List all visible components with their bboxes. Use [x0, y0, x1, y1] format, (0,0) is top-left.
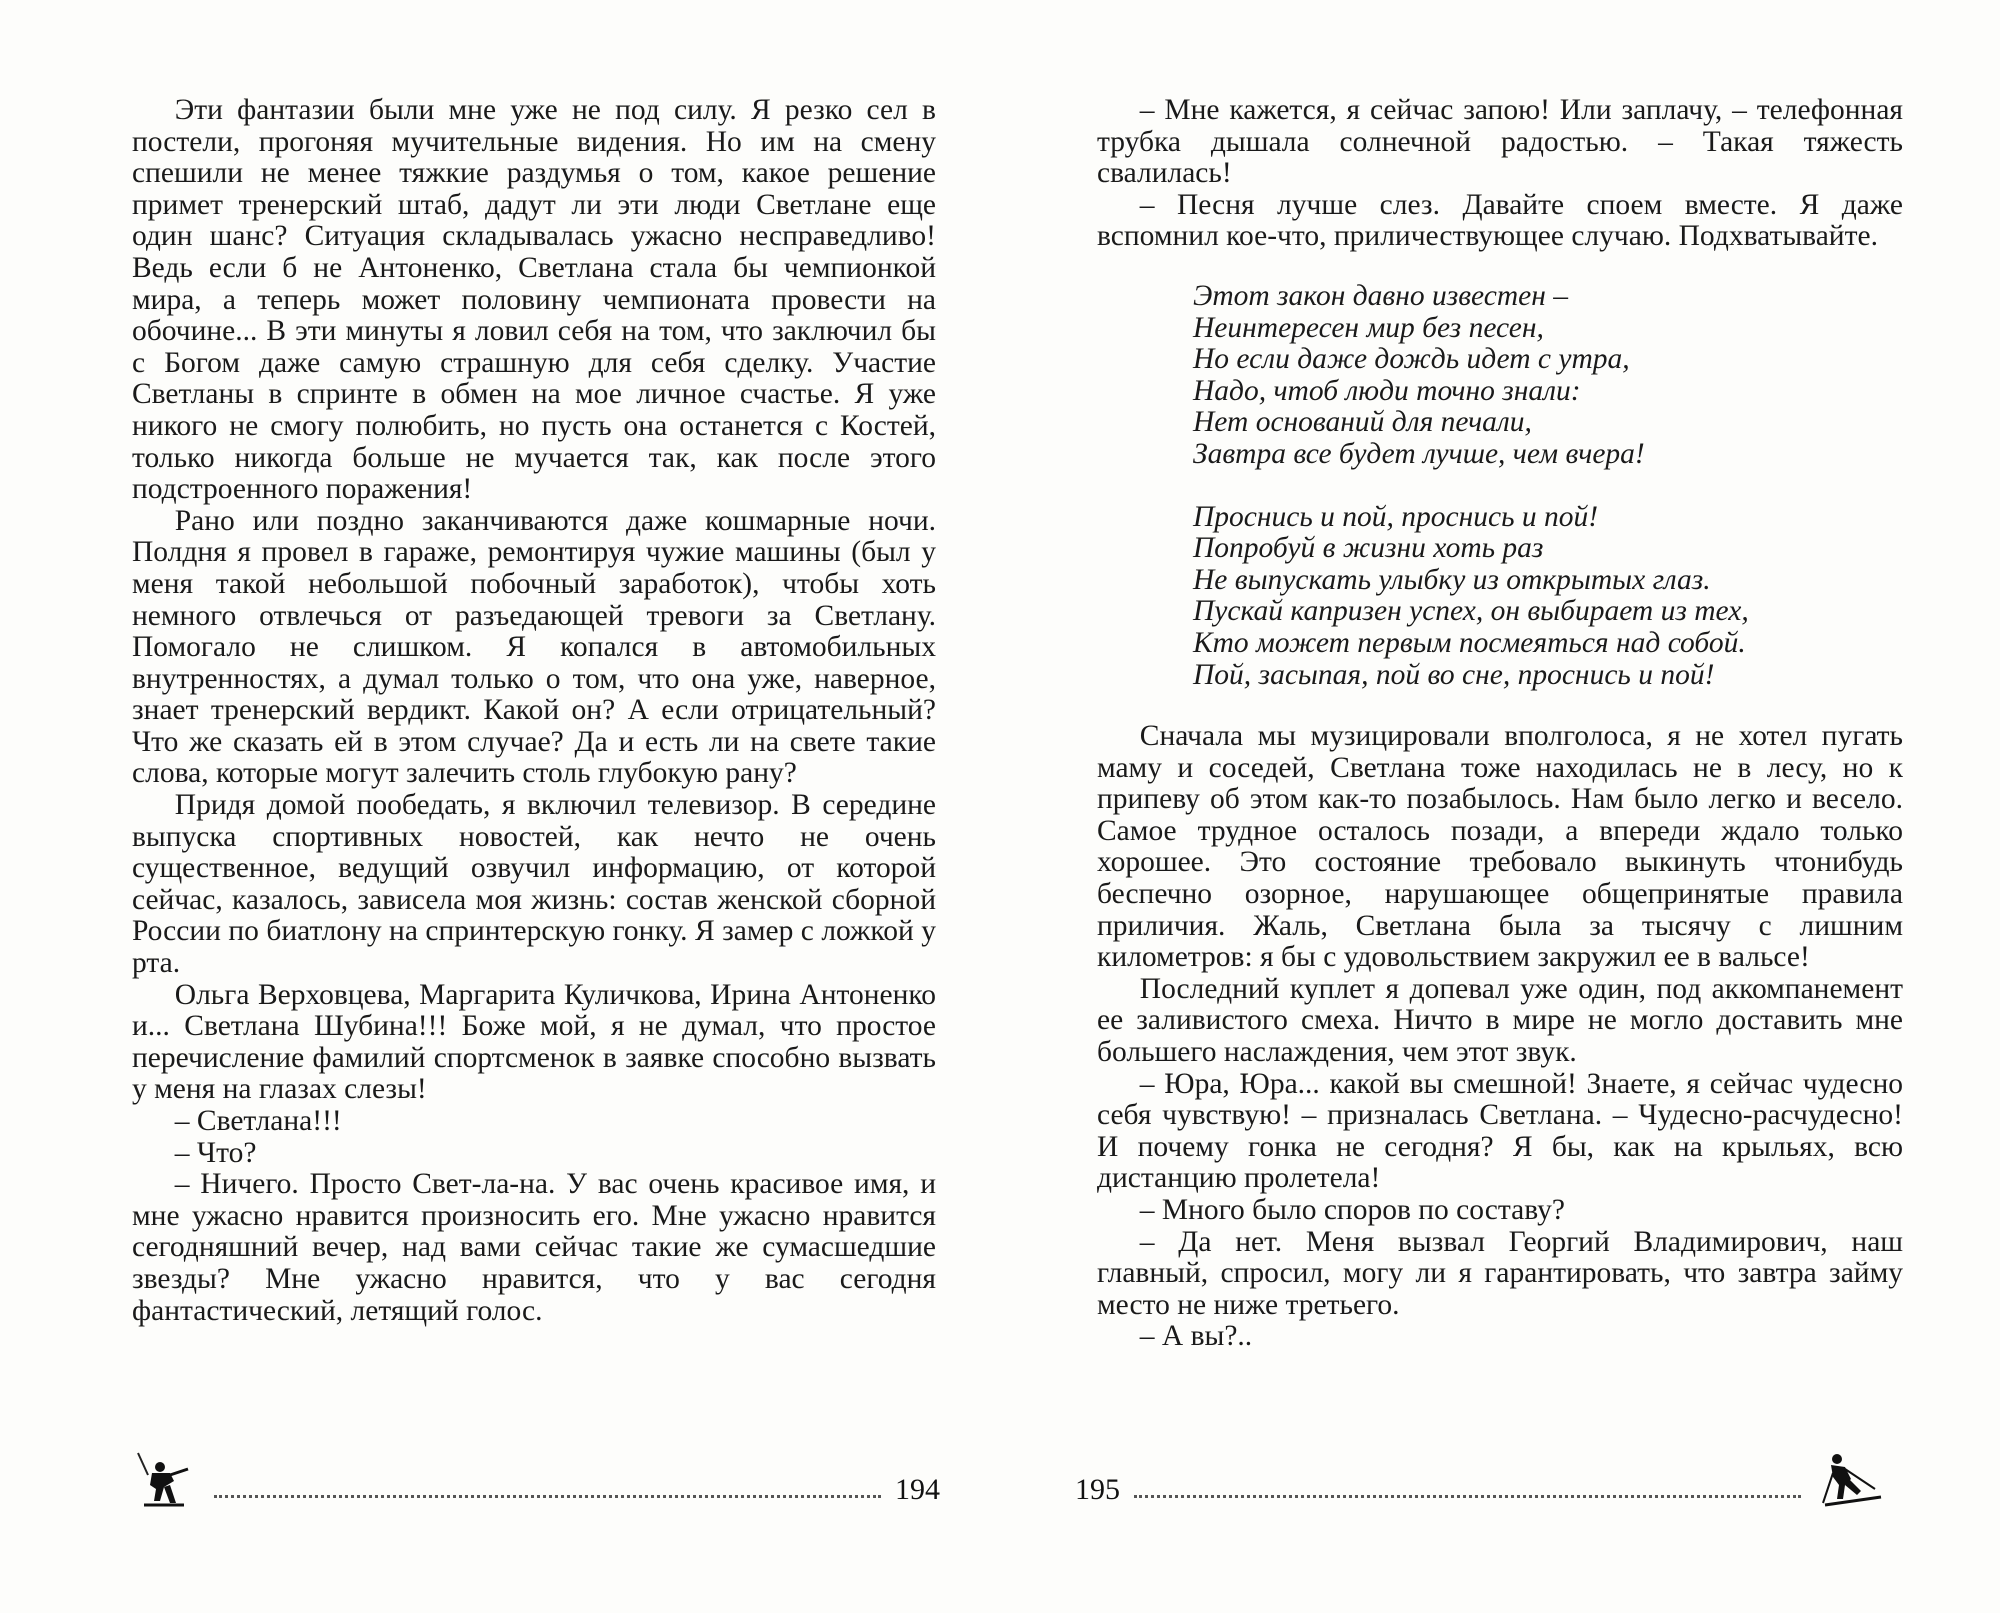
right-page-footer	[1075, 1470, 1885, 1510]
dialogue-line: – Песня лучше слез. Давайте споем вместе. Я даже вспомнил кое-что, приличествующее случаю. Подхватывайте.	[1097, 188, 1903, 253]
verse-line: Надо, чтоб люди точно знали:	[1193, 374, 1581, 407]
stanza-gap	[1193, 471, 1903, 502]
dialogue-line: – Светлана!!!	[174, 1105, 342, 1137]
paragraph: Последний куплет я допевал уже один, под аккомпанемент ее заливистого смеха. Ничто в мире не могло доставить мне большего наслаждения, чем этот звук.	[1097, 972, 1903, 1069]
verse-line: Пускай капризен успех, он выбирает из тех,	[1193, 595, 1749, 628]
footer-dot-leader	[214, 1495, 881, 1498]
dialogue-line: – Мне кажется, я сейчас запою! Или заплачу, – телефонная трубка дышала солнечной радостью. – Такая тяжесть свалилась!	[1097, 94, 1903, 190]
footer-dot-leader	[1134, 1495, 1801, 1498]
paragraph: Сначала мы музицировали вполголоса, я не хотел пугать маму и соседей, Светлана тоже находилась не в лесу, но к припеву об этом как-то позабылось. Нам было легко и весело. Самое трудное осталось позади, а впереди ждало только хорошее. Это состояние требовало выкинуть чтонибудь беспечно озорное, нарушающее общепринятые правила приличия. Жаль, Светлана была за тысячу с лишним километров: я бы с удовольствием закружил ее в вальсе!	[1097, 720, 1903, 974]
dialogue-line: – А вы?..	[1139, 1320, 1253, 1353]
song-verse	[1193, 281, 1903, 691]
left-page-footer	[130, 1470, 940, 1510]
verse-line: Кто может первым посмеяться над собой.	[1193, 626, 1746, 659]
paragraph: Эти фантазии были мне уже не под силу. Я резко сел в постели, прогоняя мучительные видения. Но им на смену спешили не менее тяжкие раздумья о том, какое решение примет тренерский штаб, дадут ли эти люди Светлане еще один шанс? Ситуация складывалась ужасно несправедливо! Ведь если б не Антоненко, Светлана стала бы чемпионкой мира, а теперь может половину чемпионата провести на обочине... В эти минуты я ловил себя на том, что заключил бы с Богом даже самую страшную для себя сделку. Участие Светланы в спринте в обмен на мое личное счастье. Я уже никого не смогу полюбить, но пусть она останется с Костей, только никогда больше не мучается так, как после этого подстроенного поражения!	[132, 94, 936, 506]
dialogue-line: – Много было споров по составу?	[1139, 1194, 1565, 1226]
page-number: 195	[1075, 1473, 1120, 1506]
skier-icon	[1815, 1445, 1885, 1515]
right-page	[1097, 95, 1903, 1353]
verse-line: Не выпускать улыбку из открытых глаз.	[1193, 563, 1711, 596]
dialogue-line: – Ничего. Просто Свет-ла-на. У вас очень красивое имя, и мне ужасно нравится произносить его. Мне ужасно нравится сегодняшний вечер, над вами сейчас такие же сумасшедшие звезды? Мне ужасно нравится, что у вас сегодня фантастический, летящий голос.	[132, 1168, 936, 1327]
paragraph: Рано или поздно заканчиваются даже кошмарные ночи. Полдня я провел в гараже, ремонтируя чужие машины (был у меня такой небольшой побочный заработок), чтобы хоть немного отвлечься от разъедающей тревоги за Светлану. Помогало не слишком. Я копался в автомобильных внутренностях, а думал только о том, что она уже, наверное, знает тренерский вердикт. Какой он? А если отрицательный? Что же сказать ей в этом случае? Да и есть ли на свете такие слова, которые могут залечить столь глубокую рану?	[132, 504, 936, 790]
dialogue-line: – Что?	[174, 1136, 257, 1169]
left-page	[132, 95, 936, 1327]
dialogue-line: – Да нет. Меня вызвал Георгий Владимирович, наш главный, спросил, могу ли я гарантировать, что завтра займу место не ниже третьего.	[1097, 1225, 1903, 1321]
paragraph: Ольга Верховцева, Маргарита Куличкова, Ирина Антоненко и... Светлана Шубина!!! Боже мой, я не думал, что простое перечисление фамилий спортсменок в заявке способно вызвать у меня на глазах слезы!	[132, 978, 936, 1106]
verse-line: Проснись и пой, проснись и пой!	[1193, 500, 1599, 533]
verse-line: Неинтересен мир без песен,	[1193, 311, 1544, 344]
page-number: 194	[895, 1473, 940, 1506]
verse-line: Нет оснований для печали,	[1193, 406, 1532, 439]
paragraph: Придя домой пообедать, я включил телевизор. В середине выпуска спортивных новостей, как нечто не очень существенное, ведущий озвучил информацию, от которой сейчас, казалось, зависела моя жизнь: состав женской сборной России по биатлону на спринтерскую гонку. Я замер с ложкой у рта.	[132, 789, 936, 980]
verse-line: Но если даже дождь идет с утра,	[1193, 343, 1630, 376]
verse-line: Этот закон давно известен –	[1193, 279, 1569, 312]
dialogue-line: – Юра, Юра... какой вы смешной! Знаете, я сейчас чудесно себя чувствую! – призналась Светлана. – Чудесно-расчудесно! И почему гонка не сегодня? Я бы, как на крыльях, всю дистанцию пролетела!	[1097, 1067, 1903, 1195]
verse-line: Попробуй в жизни хоть раз	[1193, 532, 1544, 565]
verse-line: Пой, засыпая, пой во сне, проснись и пой!	[1193, 658, 1715, 691]
biathlete-shooting-icon	[130, 1445, 200, 1515]
verse-line: Завтра все будет лучше, чем вчера!	[1193, 437, 1645, 470]
